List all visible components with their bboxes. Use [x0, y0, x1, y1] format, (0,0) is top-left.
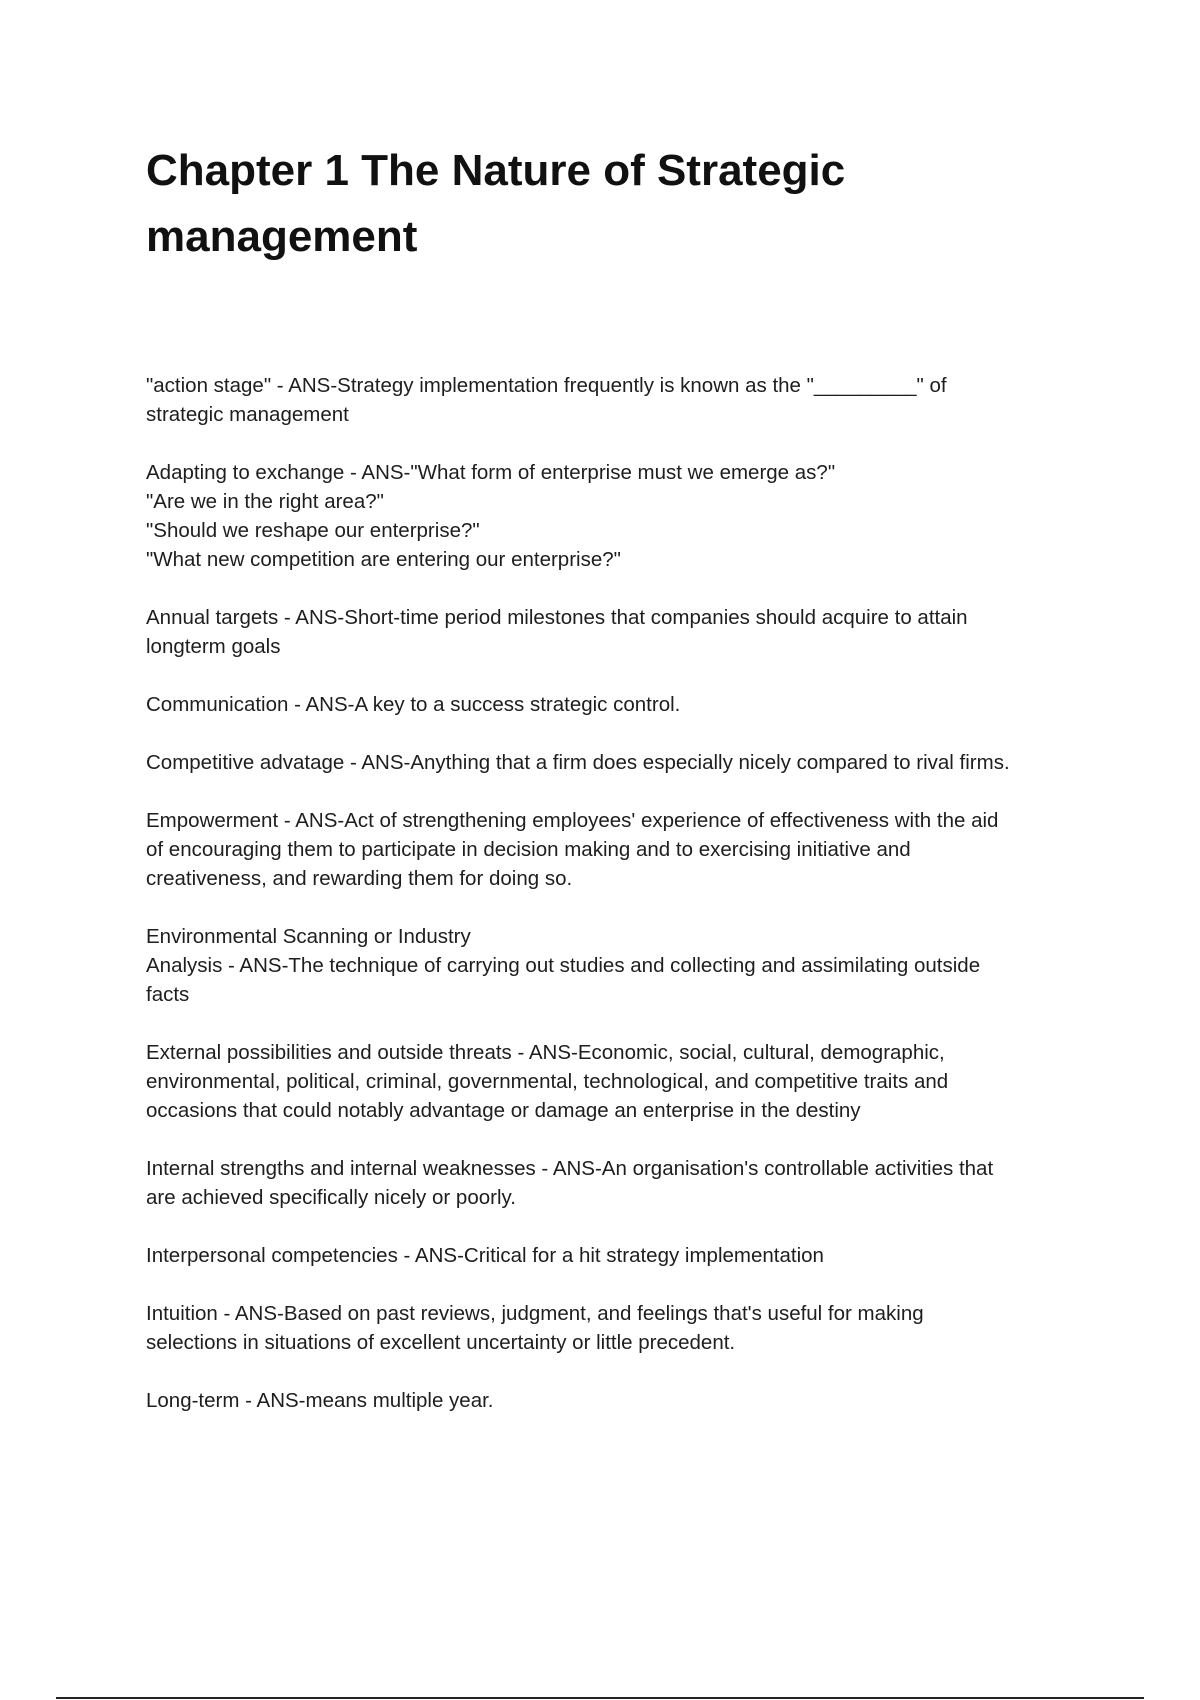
page-title-line: Chapter 1 The Nature of Strategic	[146, 146, 846, 195]
entry-line: "What new competition are entering our enterprise?"	[146, 548, 621, 571]
footer-divider	[56, 1697, 1144, 1699]
entry-line: "Should we reshape our enterprise?"	[146, 519, 480, 542]
entry-line: occasions that could notably advantage or damage an enterprise in the destiny	[146, 1099, 861, 1122]
entry-line: External possibilities and outside threats - ANS-Economic, social, cultural, demographic,	[146, 1041, 945, 1064]
entry-line: "action stage" - ANS-Strategy implementation frequently is known as the "_________" of	[146, 374, 947, 397]
entry-line: Environmental Scanning or Industry	[146, 925, 471, 948]
entry-line: of encouraging them to participate in decision making and to exercising initiative and	[146, 838, 911, 861]
glossary-entry	[146, 1241, 1086, 1270]
entry-line: environmental, political, criminal, governmental, technological, and competitive traits and	[146, 1070, 949, 1093]
entry-line: longterm goals	[146, 635, 281, 658]
glossary-entry	[146, 1154, 1086, 1212]
glossary-entry	[146, 690, 1086, 719]
entry-line: "Are we in the right area?"	[146, 490, 384, 513]
entry-line: Internal strengths and internal weaknesses - ANS-An organisation's controllable activities that	[146, 1157, 994, 1180]
entry-line: Empowerment - ANS-Act of strengthening employees' experience of effectiveness with the aid	[146, 809, 999, 832]
entry-line: creativeness, and rewarding them for doing so.	[146, 867, 573, 890]
glossary-entry	[146, 603, 1086, 661]
entry-line: Adapting to exchange - ANS-"What form of enterprise must we emerge as?"	[146, 461, 836, 484]
entry-line: strategic management	[146, 403, 349, 426]
entry-line: Analysis - ANS-The technique of carrying out studies and collecting and assimilating outside	[146, 954, 981, 977]
entry-line: Intuition - ANS-Based on past reviews, judgment, and feelings that's useful for making	[146, 1302, 924, 1325]
glossary-entry	[146, 1386, 1086, 1415]
entry-line: Annual targets - ANS-Short-time period milestones that companies should acquire to attain	[146, 606, 968, 629]
glossary-entry	[146, 371, 1086, 429]
page-title	[146, 138, 1046, 270]
glossary-entry	[146, 1299, 1086, 1357]
entry-line: are achieved specifically nicely or poorly.	[146, 1186, 516, 1209]
entry-line: Competitive advatage - ANS-Anything that a firm does especially nicely compared to rival firms.	[146, 751, 1010, 774]
glossary-entry	[146, 922, 1086, 1009]
glossary-entry	[146, 806, 1086, 893]
entry-line: Communication - ANS-A key to a success strategic control.	[146, 693, 681, 716]
page-title-line: management	[146, 212, 418, 261]
entry-line: Long-term - ANS-means multiple year.	[146, 1389, 494, 1412]
glossary-entries	[146, 371, 1086, 1444]
glossary-entry	[146, 748, 1086, 777]
glossary-entry	[146, 1038, 1086, 1125]
entry-line: selections in situations of excellent uncertainty or little precedent.	[146, 1331, 736, 1354]
entry-line: Interpersonal competencies - ANS-Critical for a hit strategy implementation	[146, 1244, 824, 1267]
glossary-entry	[146, 458, 1086, 574]
entry-line: facts	[146, 983, 190, 1006]
